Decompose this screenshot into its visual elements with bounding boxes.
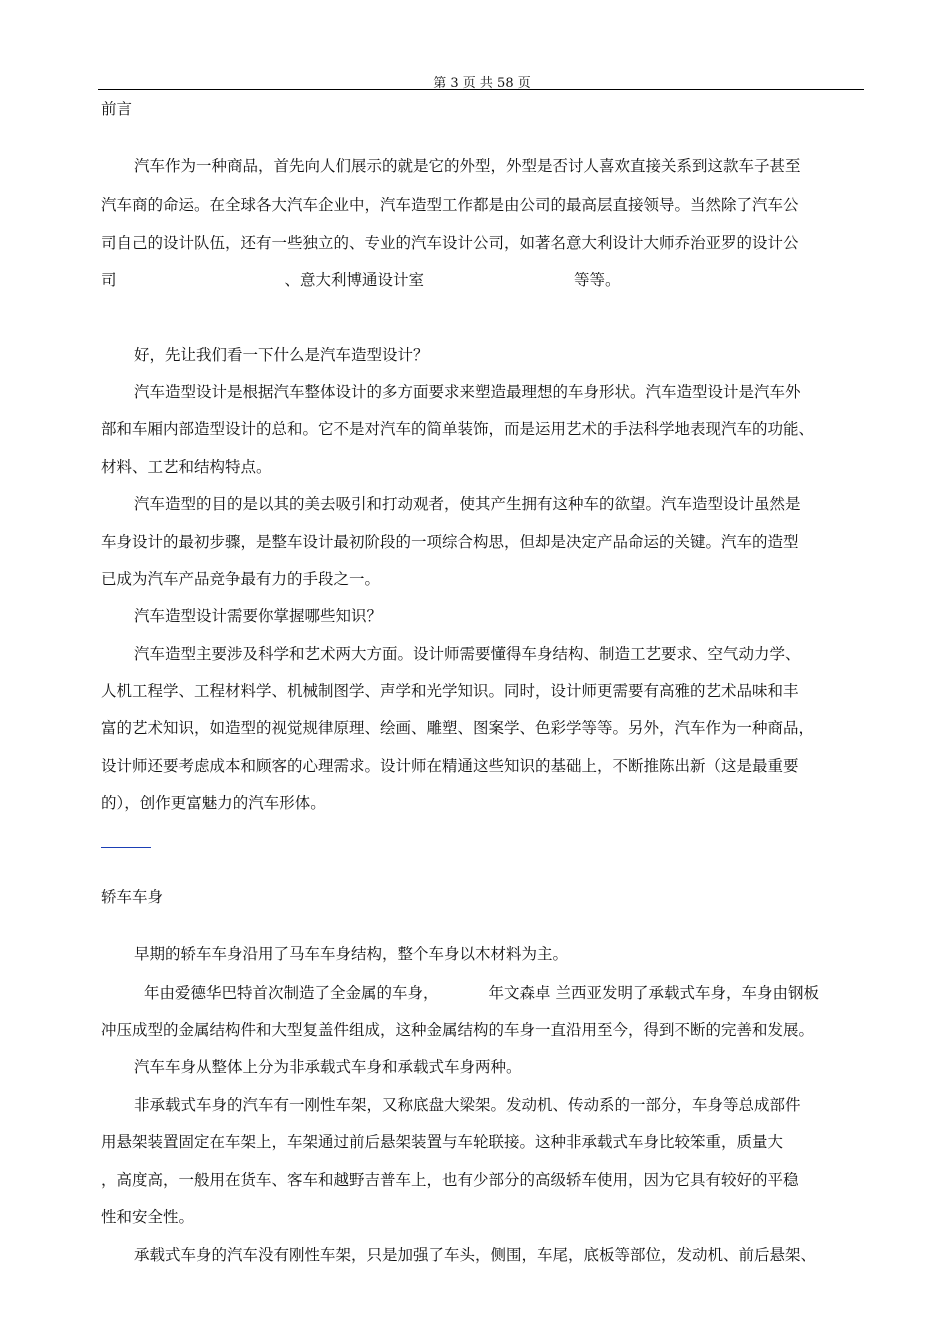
paragraph-line: 汽车造型的目的是以其的美去吸引和打动观者，使其产生拥有这种车的欲望。汽车造型设计虽然是 xyxy=(134,495,801,513)
paragraph-line: 已成为汽车产品竞争最有力的手段之一。 xyxy=(101,570,381,588)
paragraph-line: 汽车商的命运。在全球各大汽车企业中，汽车造型工作都是由公司的最高层直接领导。当然除了汽车公 xyxy=(101,196,799,214)
paragraph-line xyxy=(101,270,621,290)
link-underline[interactable] xyxy=(101,847,151,848)
section-heading-sedan-body: 轿车车身 xyxy=(101,888,164,906)
paragraph-line: 材料、工艺和结构特点。 xyxy=(101,458,272,476)
paragraph-line: 部和车厢内部造型设计的总和。它不是对汽车的简单装饰，而是运用艺术的手法科学地表现汽车的功能、 xyxy=(101,420,815,438)
paragraph-line: 冲压成型的金属结构件和大型复盖件组成，这种金属结构的车身一直沿用至今，得到不断的完善和发展。 xyxy=(101,1021,815,1039)
paragraph-line: 早期的轿车车身沿用了马车车身结构，整个车身以木材料为主。 xyxy=(134,945,569,963)
header-rule xyxy=(98,89,864,90)
paragraph-line: 汽车造型设计需要你掌握哪些知识？ xyxy=(134,607,383,625)
text-run: 年由爱德华巴特首次制造了全金属的车身， xyxy=(144,984,439,1002)
page-header: 第 3 页 共 58 页 xyxy=(433,76,531,91)
paragraph-line: 人机工程学、工程材料学、机械制图学、声学和光学知识。同时，设计师更需要有高雅的艺术品味和丰 xyxy=(101,682,799,700)
paragraph-line: 设计师还要考虑成本和顾客的心理需求。设计师在精通这些知识的基础上，不断推陈出新（这是最重要 xyxy=(101,757,799,775)
paragraph-line: 富的艺术知识，如造型的视觉规律原理、绘画、雕塑、图案学、色彩学等等。另外，汽车作为一种商品， xyxy=(101,719,815,737)
text-run: 、意大利博通设计室 xyxy=(284,271,425,289)
paragraph-line: 的），创作更富魅力的汽车形体。 xyxy=(101,794,326,812)
paragraph-line: 用悬架装置固定在车架上，车架通过前后悬架装置与车轮联接。这种非承载式车身比较笨重，质量大 xyxy=(101,1133,784,1151)
text-run: 等等。 xyxy=(574,271,621,289)
paragraph-line: ，高度高，一般用在货车、客车和越野吉普车上，也有少部分的高级轿车使用，因为它具有较好的平稳 xyxy=(101,1171,799,1189)
text-run: 年文森卓 兰西亚发明了承载式车身，车身由钢板 xyxy=(488,984,819,1002)
paragraph-line: 非承载式车身的汽车有一刚性车架，又称底盘大梁架。发动机、传动系的一部分，车身等总成部件 xyxy=(134,1096,801,1114)
paragraph-line: 汽车作为一种商品，首先向人们展示的就是它的外型，外型是否讨人喜欢直接关系到这款车子甚至 xyxy=(134,157,801,175)
paragraph-line: 汽车造型设计是根据汽车整体设计的多方面要求来塑造最理想的车身形状。汽车造型设计是汽车外 xyxy=(134,383,801,401)
paragraph-line: 好，先让我们看一下什么是汽车造型设计？ xyxy=(134,346,429,364)
paragraph-line: 承载式车身的汽车没有刚性车架，只是加强了车头，侧围，车尾，底板等部位，发动机、前后悬架、 xyxy=(134,1246,817,1264)
paragraph-line: 车身设计的最初步骤，是整车设计最初阶段的一项综合构思，但却是决定产品命运的关键。汽车的造型 xyxy=(101,533,799,551)
paragraph-line: 性和安全性。 xyxy=(101,1208,195,1226)
paragraph-line: 司自己的设计队伍，还有一些独立的、专业的汽车设计公司，如著名意大利设计大师乔治亚罗的设计公 xyxy=(101,234,799,252)
text-run: 司 xyxy=(101,271,117,289)
section-heading-foreword: 前言 xyxy=(101,100,133,118)
paragraph-line: 汽车车身从整体上分为非承载式车身和承载式车身两种。 xyxy=(134,1058,522,1076)
paragraph-line: 汽车造型主要涉及科学和艺术两大方面。设计师需要懂得车身结构、制造工艺要求、空气动力学、 xyxy=(134,645,801,663)
paragraph-line xyxy=(144,983,819,1003)
